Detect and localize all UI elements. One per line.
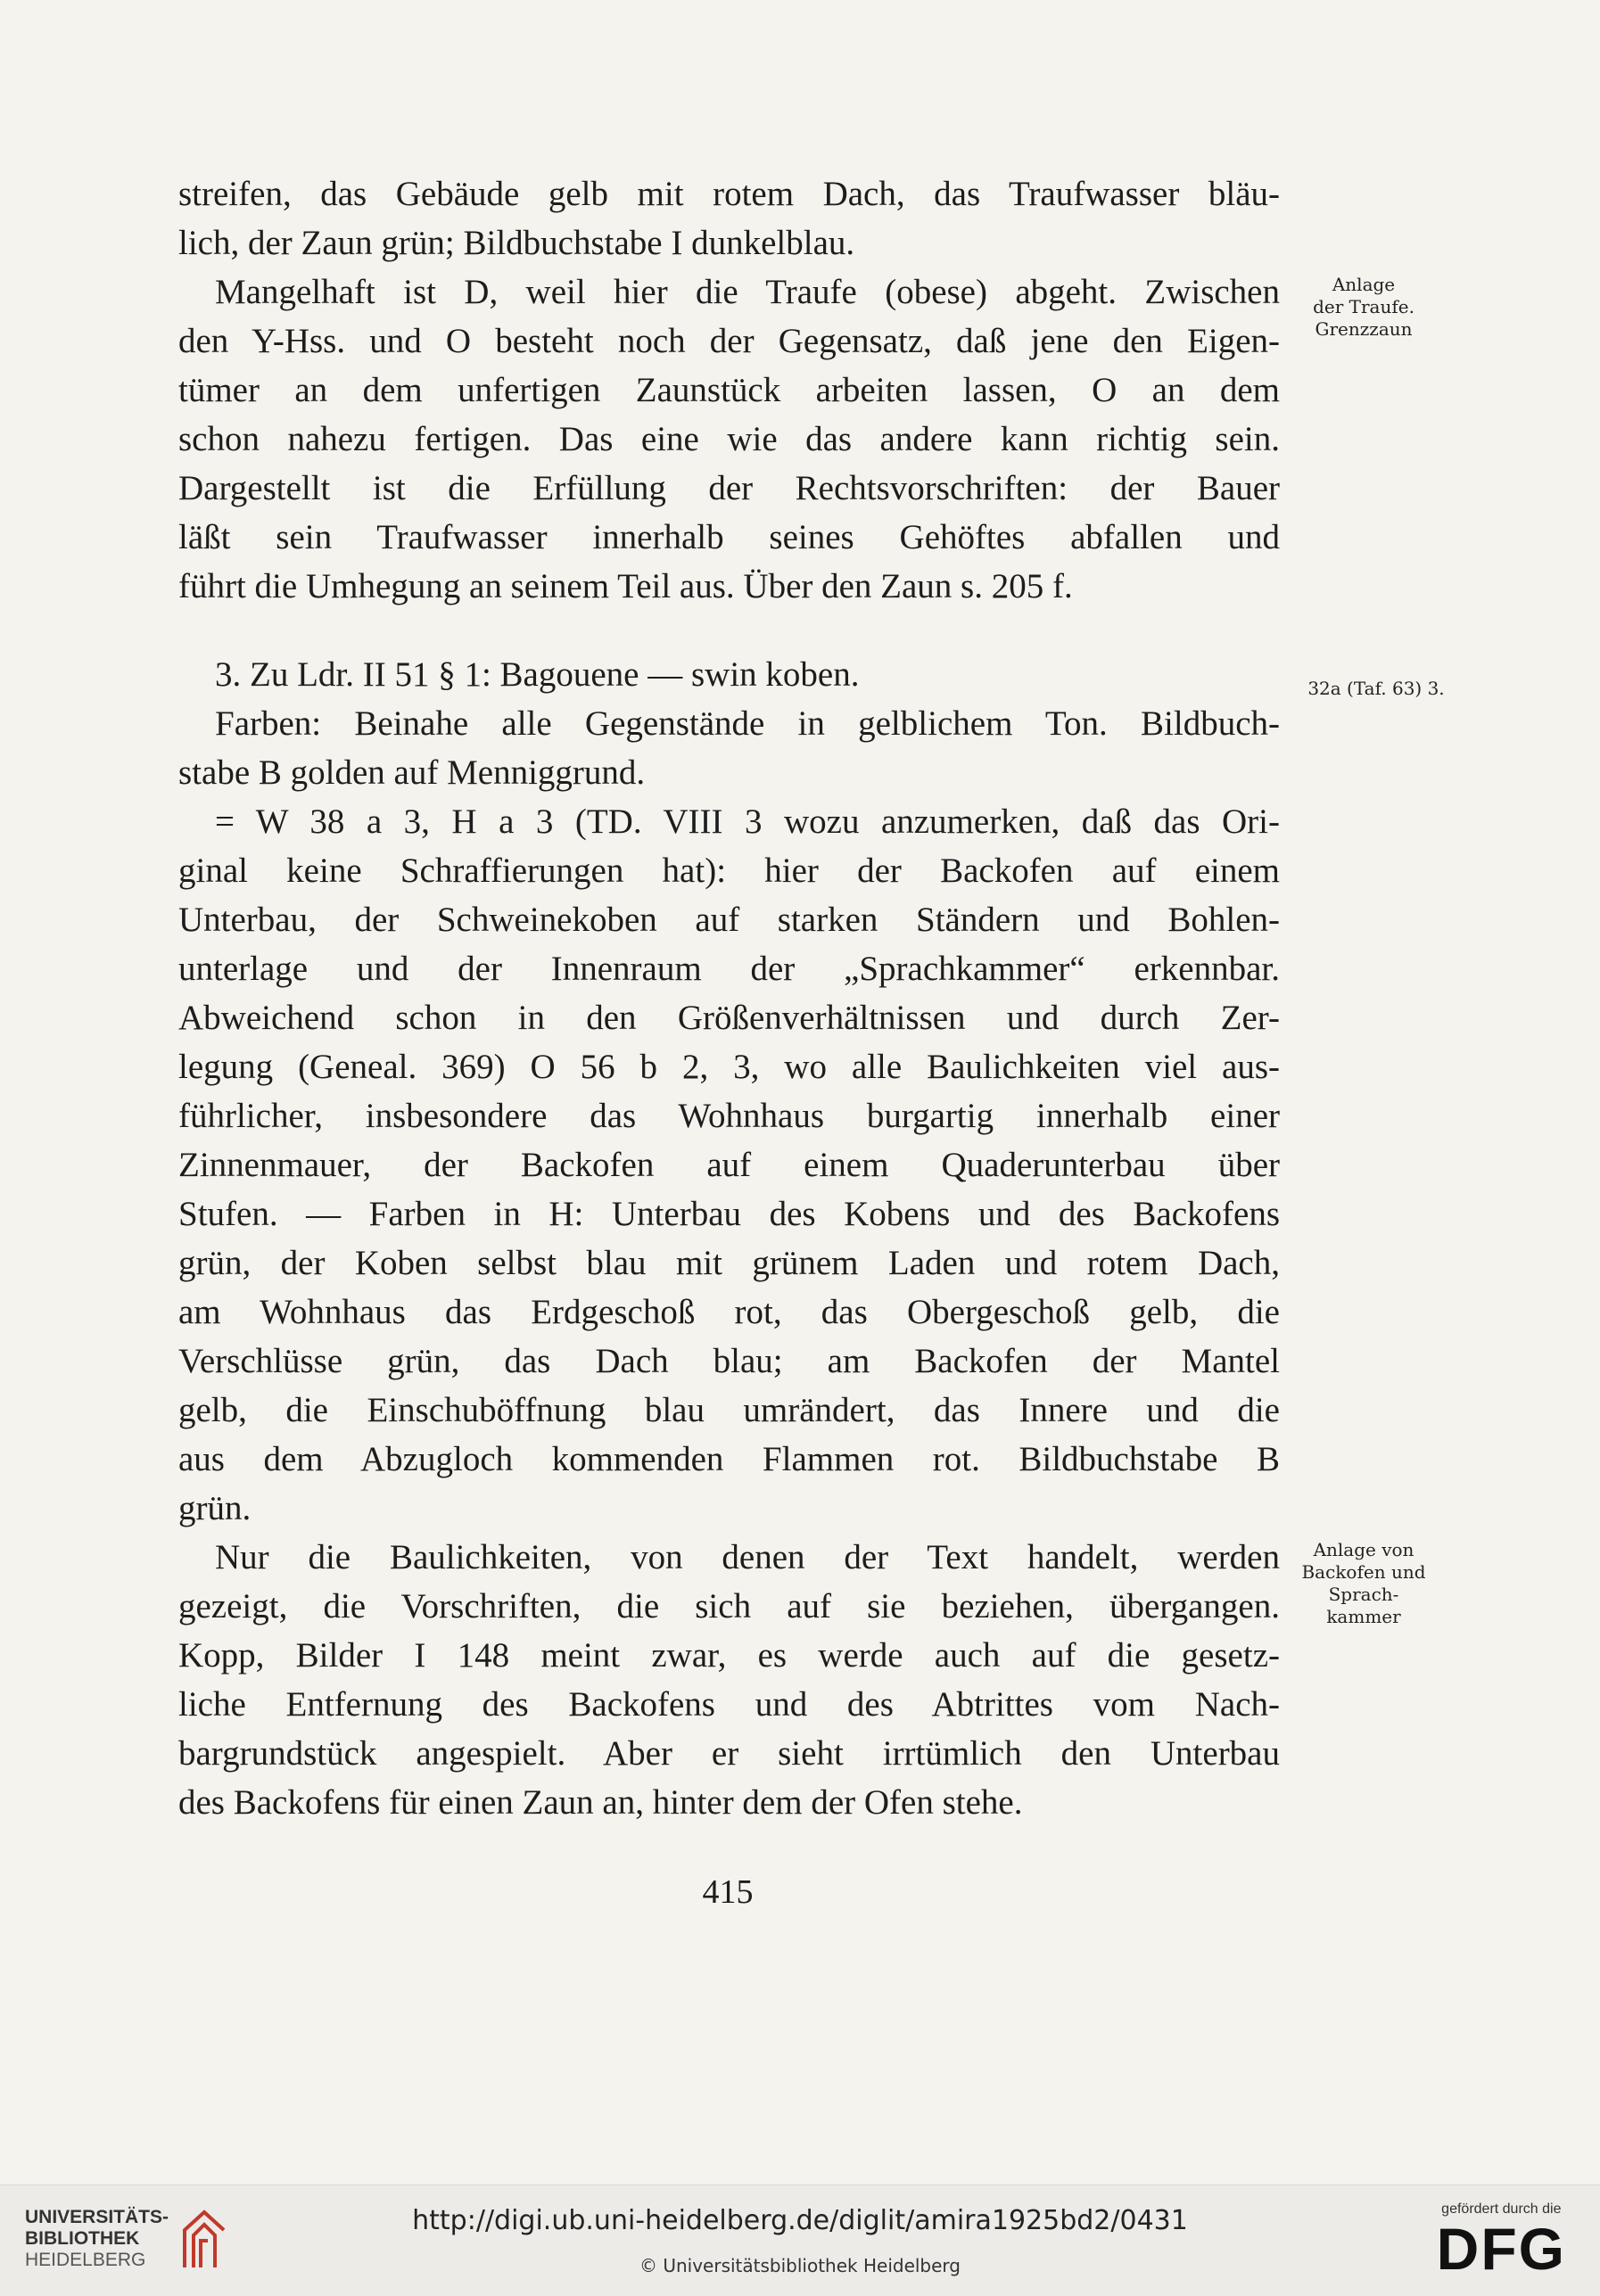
paragraph-5 — [178, 797, 1280, 1533]
text-line: unterlage und der Innenraum der „Sprachkammer“ erkennbar. — [178, 950, 1280, 988]
text-line: Nur die Baulichkeiten, von denen der Text handelt, werden — [215, 1538, 1280, 1576]
dfg-caption: gefördert durch die — [1441, 2201, 1562, 2217]
text-line: Kopp, Bilder I 148 meint zwar, es werde auch auf die gesetz- — [178, 1636, 1280, 1675]
text-line: grün, der Koben selbst blau mit grünem Laden und rotem Dach, — [178, 1244, 1280, 1282]
text-line: Verschlüsse grün, das Dach blau; am Backofen der Mantel — [178, 1342, 1280, 1380]
library-name-line: HEIDELBERG — [25, 2250, 146, 2270]
copyright-text: © Universitätsbibliothek Heidelberg — [639, 2255, 961, 2276]
text-line: aus dem Abzugloch kommenden Flammen rot. Bildbuchstabe B — [178, 1440, 1280, 1478]
margin-note-traufe — [1288, 274, 1439, 341]
margin-note-line: 32a (Taf. 63) 3. — [1307, 678, 1445, 699]
text-line: liche Entfernung des Backofens und des Abtrittes vom Nach- — [178, 1685, 1280, 1724]
text-line: Zinnenmauer, der Backofen auf einem Quaderunterbau über — [178, 1146, 1280, 1184]
text-line: stabe B golden auf Menniggrund. — [178, 753, 646, 792]
text-line: grün. — [178, 1489, 252, 1527]
margin-note-line: kammer — [1326, 1606, 1401, 1627]
section-heading — [178, 650, 1280, 699]
margin-note-plate-ref — [1291, 678, 1461, 700]
margin-note-line: der Traufe. — [1313, 296, 1414, 317]
margin-note-backofen — [1288, 1539, 1439, 1628]
text-line: ginal keine Schraffierungen hat): hier der Backofen auf einem — [178, 852, 1280, 890]
text-line: tümer an dem unfertigen Zaunstück arbeiten lassen, O an dem — [178, 371, 1280, 409]
paragraph-6 — [178, 1533, 1280, 1827]
margin-note-line: Anlage von — [1313, 1539, 1414, 1560]
margin-note-line: Backofen und — [1301, 1561, 1426, 1583]
page-number: 415 — [702, 1873, 754, 1911]
library-name-line: BIBLIOTHEK — [25, 2228, 140, 2249]
text-line: des Backofens für einen Zaun an, hinter dem der Ofen stehe. — [178, 1783, 1023, 1822]
text-line: = W 38 a 3, H a 3 (TD. VIII 3 wozu anzumerken, daß das Ori- — [215, 802, 1280, 841]
text-line: führt die Umhegung an seinem Teil aus. Über den Zaun s. 205 f. — [178, 567, 1073, 605]
text-line: schon nahezu fertigen. Das eine wie das andere kann richtig sein. — [178, 420, 1280, 458]
text-line: führlicher, insbesondere das Wohnhaus burgartig innerhalb einer — [178, 1097, 1280, 1135]
text-line: den Y-Hss. und O besteht noch der Gegensatz, daß jene den Eigen- — [178, 322, 1280, 360]
text-line: gezeigt, die Vorschriften, die sich auf sie beziehen, übergangen. — [178, 1587, 1280, 1625]
section-heading-line: 3. Zu Ldr. II 51 § 1: Bagouene — swin koben. — [215, 655, 860, 694]
text-line: Stufen. — Farben in H: Unterbau des Kobens und des Backofens — [178, 1195, 1280, 1233]
source-url-link[interactable]: http://digi.ub.uni-heidelberg.de/diglit/amira1925bd2/0431 — [412, 2205, 1188, 2236]
text-line: Unterbau, der Schweinekoben auf starken Ständern und Bohlen- — [178, 901, 1280, 939]
paragraph-4 — [178, 699, 1280, 797]
library-name-line: UNIVERSITÄTS- — [25, 2207, 169, 2227]
paragraph-2 — [178, 267, 1280, 611]
text-line: am Wohnhaus das Erdgeschoß rot, das Obergeschoß gelb, die — [178, 1293, 1280, 1331]
footer-bar — [0, 2185, 1600, 2296]
text-line: Mangelhaft ist D, weil hier die Traufe (obese) abgeht. Zwischen — [215, 273, 1280, 311]
dfg-logo: DFG — [1436, 2216, 1566, 2282]
margin-note-line: Grenzzaun — [1315, 318, 1413, 340]
text-line: Abweichend schon in den Größenverhältnissen und durch Zer- — [178, 999, 1280, 1037]
paragraph-1 — [178, 169, 1280, 267]
margin-note-line: Sprach- — [1328, 1584, 1399, 1605]
text-line: Dargestellt ist die Erfüllung der Rechtsvorschriften: der Bauer — [178, 469, 1280, 507]
text-line: gelb, die Einschuböffnung blau umrändert, das Innere und die — [178, 1391, 1280, 1429]
text-line: Farben: Beinahe alle Gegenstände in gelblichem Ton. Bildbuch- — [215, 704, 1280, 743]
dfg-badge[interactable] — [1437, 2201, 1566, 2280]
main-text-column — [178, 169, 1280, 1827]
text-line: bargrundstück angespielt. Aber er sieht irrtümlich den Unterbau — [178, 1734, 1280, 1773]
margin-note-line: Anlage — [1332, 274, 1396, 295]
text-line: streifen, das Gebäude gelb mit rotem Dach, das Traufwasser bläu- — [178, 175, 1280, 213]
text-line: läßt sein Traufwasser innerhalb seines Gehöftes abfallen und — [178, 518, 1280, 556]
text-line: legung (Geneal. 369) O 56 b 2, 3, wo alle Baulichkeiten viel aus- — [178, 1048, 1280, 1086]
text-line: lich, der Zaun grün; Bildbuchstabe I dunkelblau. — [178, 224, 855, 262]
